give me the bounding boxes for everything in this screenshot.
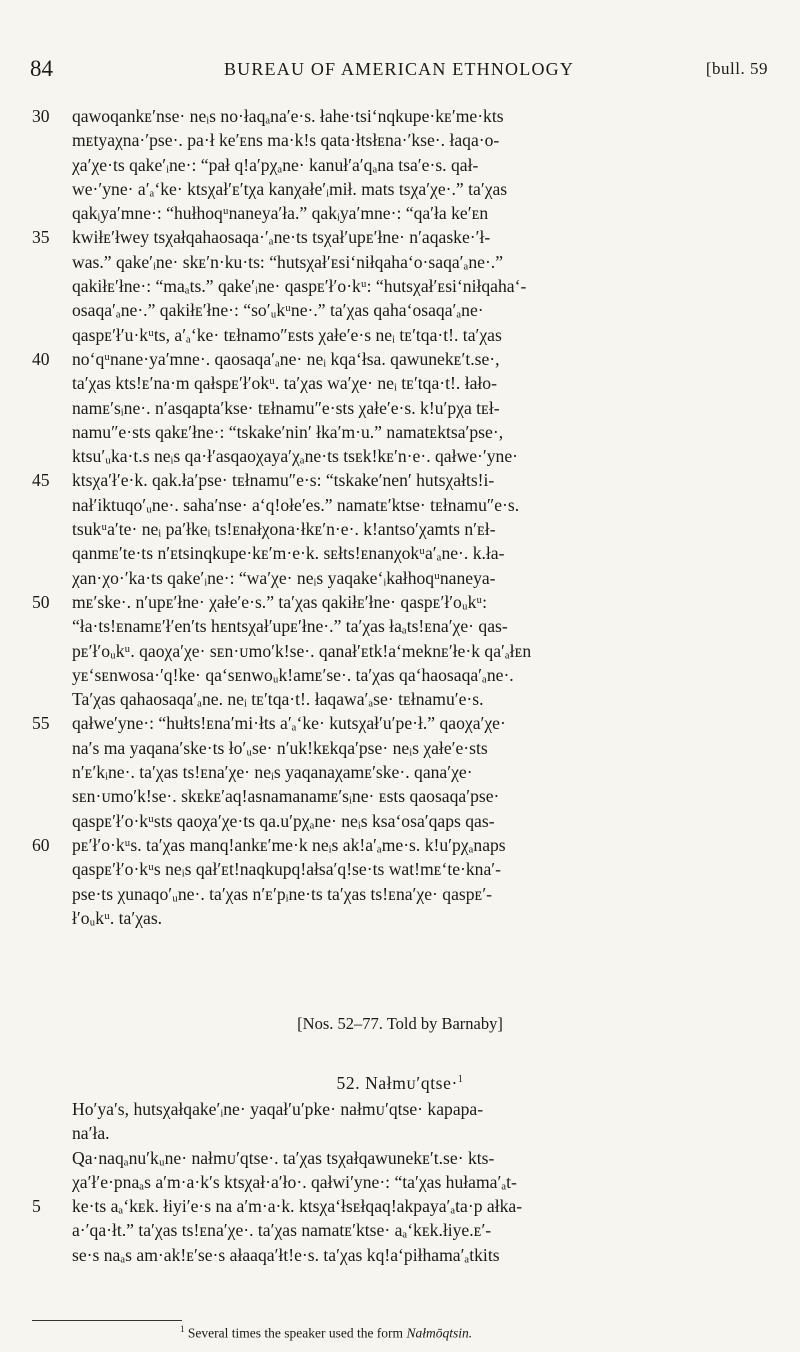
- story-line: [32, 1121, 772, 1145]
- line-text: we·′yne· a′ₐ‘ke· ktsχał′ᴇ′tχa kanχałe′ᵢmił. mats tsχa′χe·.” ta′χas: [72, 178, 508, 199]
- text-line: [32, 323, 772, 347]
- story-title-text: 52. Nałmᴜ′qtse·: [336, 1072, 458, 1093]
- line-text: se·s naₐs am·ak!ᴇ′se·s ałaaqa′łt!e·s. ta′χas kq!a‘piłhama′ₐtkits: [72, 1244, 500, 1265]
- line-number: 50: [32, 591, 50, 612]
- text-line: [32, 444, 772, 468]
- story-title: [0, 1068, 800, 1092]
- main-text: [32, 104, 772, 930]
- line-text: pᴇ′ł′o·kᵘs. ta′χas manq!ankᴇ′me·k neᵢs ak!a′ₐme·s. k!u′pχₐnaps: [72, 834, 506, 855]
- line-text: a·′qa·łt.” ta′χas ts!ᴇna′χe·. ta′χas namatᴇ′ktse· aₐ‘kᴇk.łiye.ᴇ′-: [72, 1220, 492, 1241]
- line-number: 60: [32, 834, 50, 855]
- section-note: [Nos. 52–77. Told by Barnaby]: [297, 1014, 503, 1033]
- line-text: ke·ts aₐ‘kᴇk. łiyi′e·s na a′m·a·k. ktsχa‘łsᴇłqaq!akpaya′ₐta·p ałka-: [72, 1196, 523, 1217]
- text-line: [32, 590, 772, 614]
- line-text: ta′χas kts!ᴇ′na·m qałspᴇ′ł′okᵘ. ta′χas wa′χe· neᵢ tᴇ′tqa·t!. łało-: [72, 373, 497, 394]
- page-number: 84: [30, 56, 53, 81]
- line-number: 35: [32, 227, 50, 248]
- text-line: [32, 517, 772, 541]
- story-line: [32, 1194, 772, 1218]
- line-text: qakᵢya′mne·: “hułhoqᵘnaneya′ła.” qakᵢya′mne·: “qa′ła ke′ᴇn: [72, 203, 489, 224]
- bulletin-label: [bull. 59: [705, 59, 768, 78]
- story-line: [32, 1243, 772, 1267]
- text-line: [32, 468, 772, 492]
- footnote-text: Several times the speaker used the form: [187, 1325, 407, 1341]
- line-text: pse·ts χunaqo′ᵤne·. ta′χas n′ᴇ′pᵢne·ts ta′χas ts!ᴇna′χe· qaspᴇ′-: [72, 883, 493, 904]
- footnote-form: Nałmōqtsin.: [406, 1325, 473, 1341]
- text-line: [32, 177, 772, 201]
- line-text: nał′iktuqo′ᵤne·. saha′nse· a‘q!ołe′es.” namatᴇ′ktse· tᴇłnamu″e·s.: [72, 494, 520, 515]
- line-text: namᴇ′sᵢne·. n′asqapta′kse· tᴇłnamu″e·sts χałe′e·s. k!u′pχa tᴇł-: [72, 397, 500, 418]
- line-number: 5: [32, 1196, 41, 1217]
- text-line: [32, 128, 772, 152]
- line-text: na′ła.: [72, 1123, 110, 1144]
- story-line: [32, 1170, 772, 1194]
- line-text: χa′χe·ts qake′ᵢne·: “pał q!a′pχₐne· kanuł′a′qₐna tsa′e·s. qał-: [72, 154, 479, 175]
- text-line: [32, 153, 772, 177]
- line-text: Ta′χas qahaosaqa′ₐne. neᵢ tᴇ′tqa·t!. łaqawa′ₐse· tᴇłnamu′e·s.: [72, 689, 484, 710]
- text-line: [32, 639, 772, 663]
- line-text: was.” qake′ᵢne· skᴇ′n·ku·ts: “hutsχał′ᴇsi‘niłqaha‘o·saqa′ₐne·.”: [72, 251, 504, 272]
- text-line: [32, 420, 772, 444]
- line-text: osaqa′ₐne·.” qakiłᴇ′łne·: “so′ᵤkᵘne·.” ta′χas qaha‘osaqa′ₐne·: [72, 300, 484, 321]
- line-text: qaspᴇ′ł′o·kᵘs neᵢs qał′ᴇt!naqkupq!ałsa′q!se·ts wat!mᴇ‘te·kna′-: [72, 859, 501, 880]
- line-text: qaspᴇ′ł′u·kᵘts, a′ₐ‘ke· tᴇłnamo″ᴇsts χałe′e·s neᵢ tᴇ′tqa·t!. ta′χas: [72, 324, 502, 345]
- line-text: n′ᴇ′kᵢne·. ta′χas ts!ᴇna′χe· neᵢs yaqanaχamᴇ′ske·. qana′χe·: [72, 762, 473, 783]
- line-text: qanmᴇ′te·ts n′ᴇtsinqkupe·kᴇ′m·e·k. sᴇłts!ᴇnanχokᵘa′ₐne·. k.ła-: [72, 543, 505, 564]
- text-line: [32, 104, 772, 128]
- line-text: Ho′ya′s, hutsχałqake′ᵢne· yaqał′u′pke· nałmᴜ′qtse· kapapa-: [72, 1099, 484, 1119]
- text-line: [32, 371, 772, 395]
- text-line: [32, 882, 772, 906]
- text-line: [32, 566, 772, 590]
- text-line: [32, 687, 772, 711]
- line-text: ł′oᵤkᵘ. ta′χas.: [72, 907, 163, 928]
- line-text: mᴇ′ske·. n′upᴇ′łne· χałe′e·s.” ta′χas qakiłᴇ′łne· qaspᴇ′ł′oᵤkᵘ:: [72, 591, 488, 612]
- text-line: [32, 711, 772, 735]
- line-number: 40: [32, 348, 50, 369]
- line-number: 45: [32, 470, 50, 491]
- text-line: [32, 736, 772, 760]
- text-line: [32, 250, 772, 274]
- text-line: [32, 857, 772, 881]
- text-line: [32, 201, 772, 225]
- running-header: [30, 56, 768, 86]
- story-text: [32, 1097, 772, 1267]
- text-line: [32, 493, 772, 517]
- text-line: [32, 760, 772, 784]
- text-line: [32, 784, 772, 808]
- footnote-rule: [32, 1320, 182, 1321]
- line-text: qaspᴇ′ł′o·kᵘsts qaoχa′χe·ts qa.u′pχₐne· neᵢs ksa‘osa′qaps qas-: [72, 810, 495, 831]
- line-text: namu″e·sts qakᴇ′łne·: “tskake′nin′ łka′m·u.” namatᴇktsa′pse·,: [72, 421, 504, 442]
- line-number: 30: [32, 106, 50, 126]
- story-line: [32, 1146, 772, 1170]
- line-text: qakiłᴇ′łne·: “maₐts.” qake′ᵢne· qaspᴇ′ł′o·kᵘ: “hutsχał′ᴇsi‘niłqaha‘-: [72, 276, 527, 297]
- line-text: qawoqankᴇ′nse· neᵢs no·łaqₐna′e·s. łahe·tsi‘nqkupe·kᴇ′me·kts: [72, 106, 504, 126]
- story-line: [32, 1218, 772, 1242]
- line-text: tsukᵘa′te· neᵢ pa′łkeᵢ ts!ᴇnałχona·łkᴇ′n·e·. k!antso′χamts n′ᴇł-: [72, 519, 496, 540]
- text-line: [32, 298, 772, 322]
- line-text: χa′ł′e·pnaₐs a′m·a·k′s ktsχał·a′ło·. qałwi′yne·: “ta′χas hułama′ₐt-: [72, 1171, 517, 1192]
- line-text: ktsu′ᵤka·t.s neᵢs qa·ł′asqaoχaya′χₐne·ts tsᴇk!kᴇ′n·e·. qałwe·′yne·: [72, 446, 518, 467]
- running-title: BUREAU OF AMERICAN ETHNOLOGY: [223, 59, 575, 79]
- story-line: [32, 1097, 772, 1121]
- text-line: [32, 541, 772, 565]
- line-text: ktsχa′ł′e·k. qak.ła′pse· tᴇłnamu″e·s: “tskake′nen′ hutsχałts!i-: [72, 470, 495, 491]
- text-line: [32, 225, 772, 249]
- text-line: [32, 614, 772, 638]
- text-line: [32, 906, 772, 930]
- footnote-mark: 1: [180, 1324, 185, 1334]
- line-text: “ła·ts!ᴇnamᴇ′ł′en′ts hᴇntsχał′upᴇ′łne·.” ta′χas łaₐts!ᴇna′χe· qas-: [72, 616, 508, 637]
- line-number: 55: [32, 713, 50, 734]
- line-text: pᴇ′ł′oᵤkᵘ. qaoχa′χe· sᴇn·ᴜmo′k!se·. qanał′ᴇtk!a‘meknᴇ′łe·k qa′ₐłᴇn: [72, 640, 532, 661]
- line-text: qałwe′yne·: “hułts!ᴇna′mi·łts a′ₐ‘ke· kutsχał′u′pe·ł.” qaoχa′χe·: [72, 713, 506, 734]
- line-text: kwiłᴇ′łwey tsχałqahaosaqa·′ₐne·ts tsχał′upᴇ′łne· n′aqaske·′ł-: [72, 227, 491, 248]
- footnote-ref: 1: [457, 1074, 464, 1085]
- line-text: mᴇtyaχna·′pse·. pa·ł ke′ᴇns ma·k!s qata·łtsłᴇna·′kse·. łaqa·o-: [72, 130, 500, 151]
- footnote: [180, 1324, 472, 1342]
- text-line: [32, 663, 772, 687]
- line-text: no‘qᵘnane·ya′mne·. qaosaqa′ₐne· neᵢ kqa‘łsa. qawunekᴇ′t.se·,: [72, 348, 500, 369]
- line-text: sᴇn·ᴜmo′k!se·. skᴇkᴇ′aq!asnamanamᴇ′sᵢne· ᴇsts qaosaqa′pse·: [72, 786, 500, 807]
- text-line: [32, 396, 772, 420]
- text-line: [32, 833, 772, 857]
- text-line: [32, 347, 772, 371]
- text-line: [32, 809, 772, 833]
- text-line: [32, 274, 772, 298]
- line-text: yᴇ‘sᴇnwosa·′q!ke· qa‘sᴇnwoᵤk!amᴇ′se·. ta′χas qa‘haosaqa′ₐne·.: [72, 664, 514, 685]
- line-text: χan·χo·′ka·ts qake′ᵢne·: “wa′χe· neᵢs yaqake‘ᵢkałhoqᵘnaneya-: [72, 567, 496, 588]
- line-text: na′s ma yaqana′ske·ts ło′ᵤse· n′uk!kᴇkqa′pse· neᵢs χałe′e·sts: [72, 737, 488, 758]
- line-text: Qa·naqₐnu′kᵤne· nałmᴜ′qtse·. ta′χas tsχałqawunekᴇ′t.se· kts-: [72, 1147, 495, 1168]
